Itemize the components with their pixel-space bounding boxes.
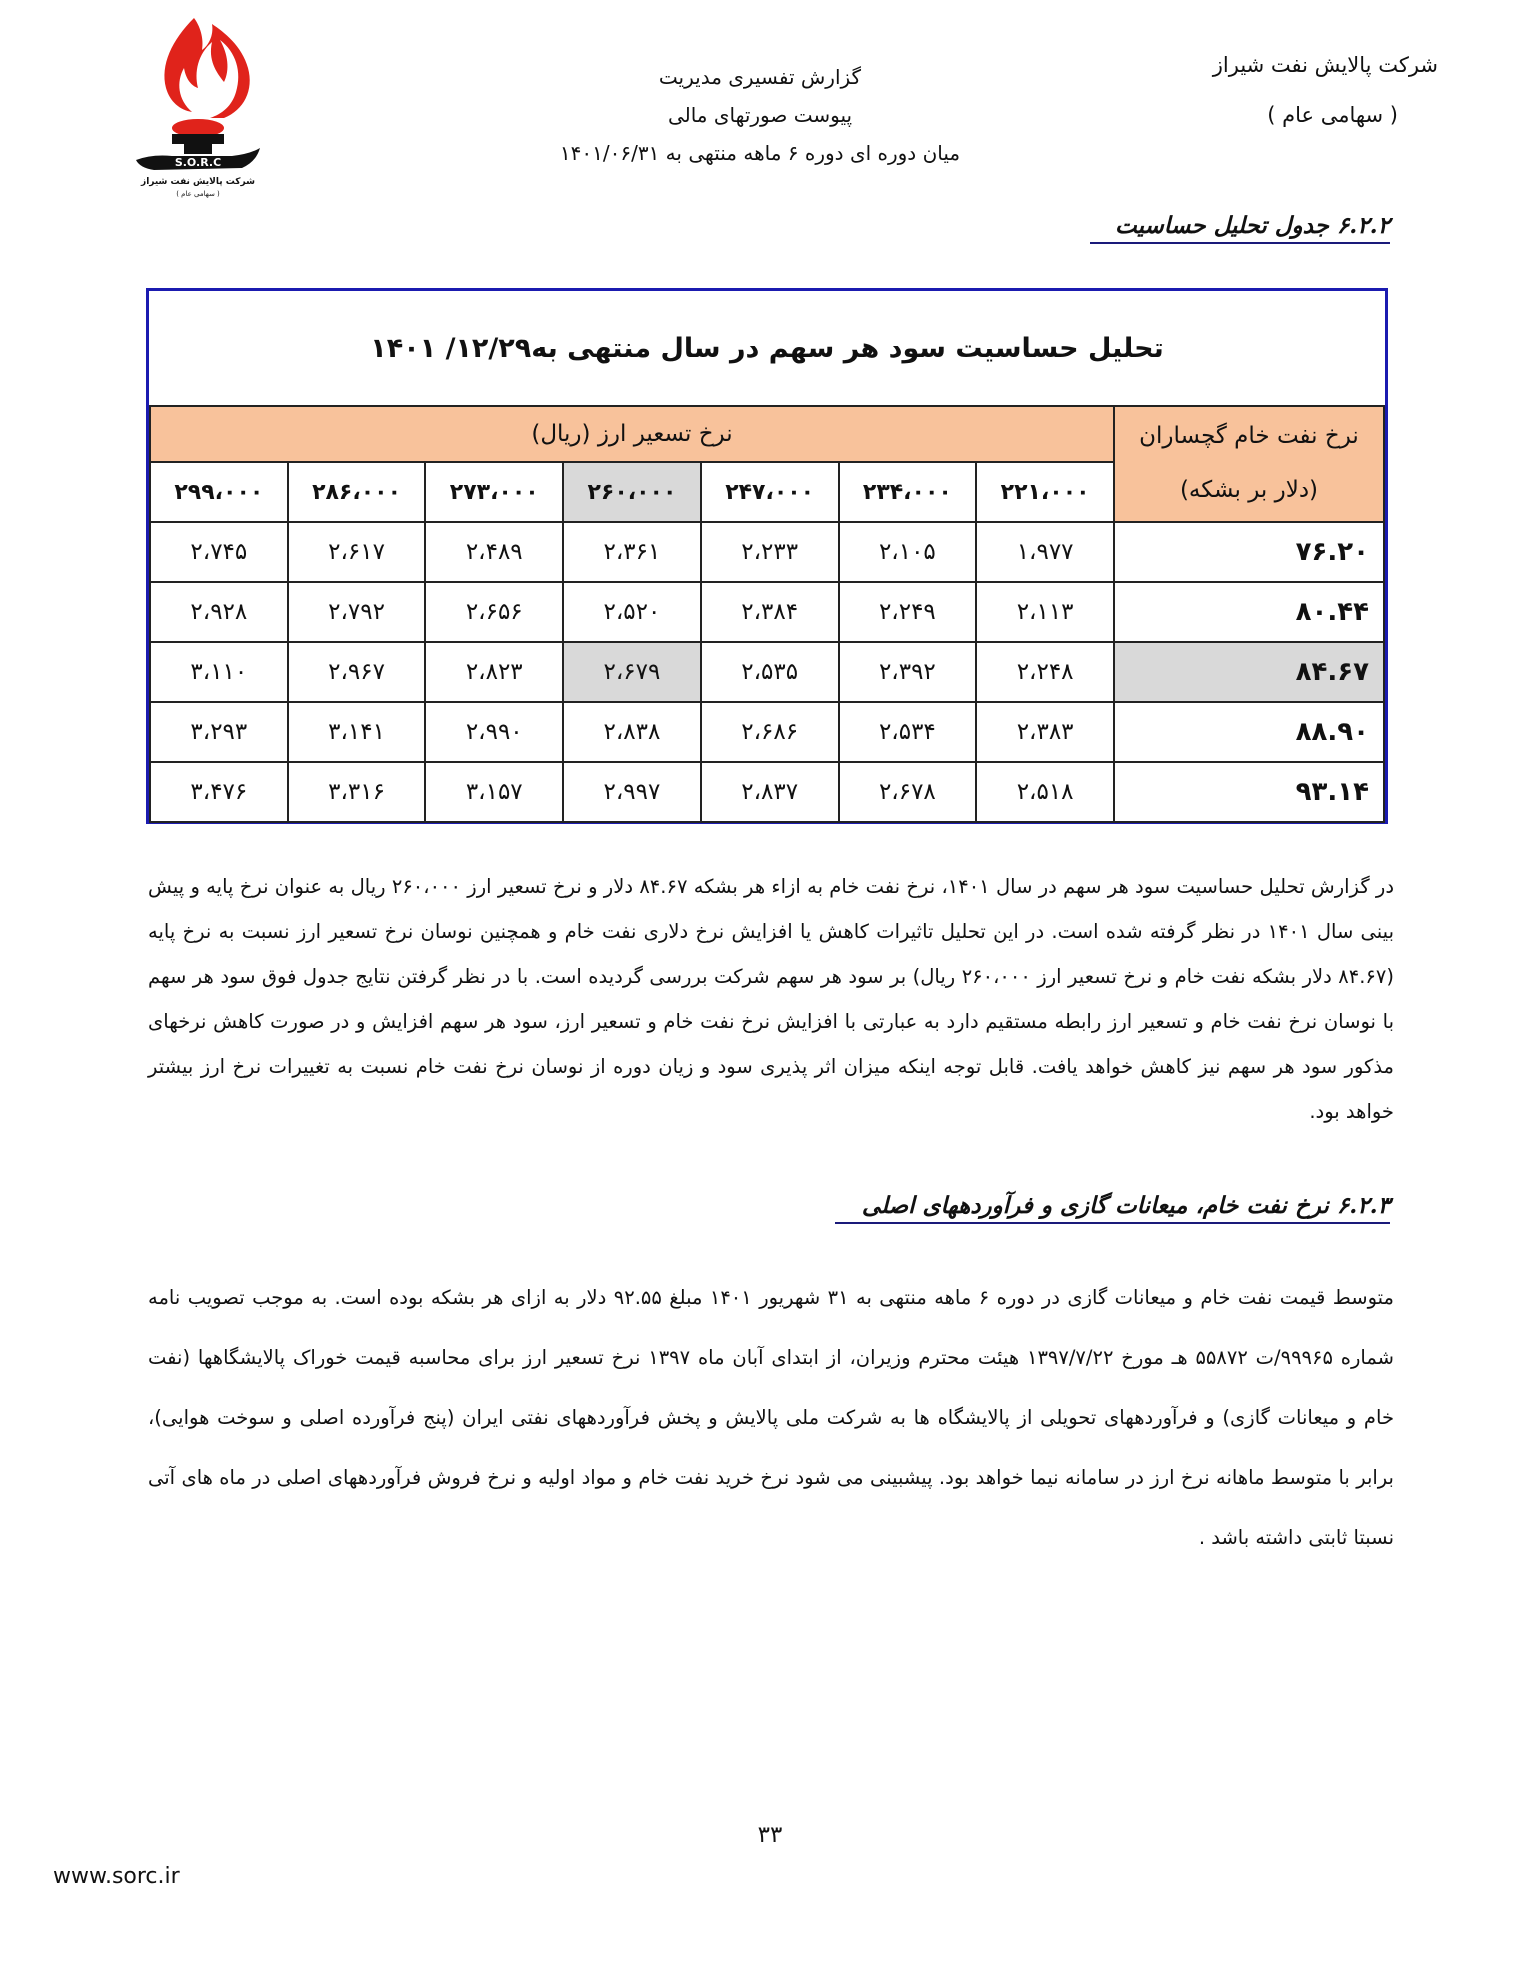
fx-rate-cell: ۲۸۶،۰۰۰ xyxy=(288,462,426,522)
eps-cell: ۲،۸۲۳ xyxy=(425,642,563,702)
crude-header-line2: (دلار بر بشکه) xyxy=(1179,477,1319,503)
crude-price-cell-base: ۸۴.۶۷ xyxy=(1114,642,1384,702)
website-link[interactable]: www.sorc.ir xyxy=(53,1864,180,1889)
section-heading-sensitivity: ۶.۲.۲ جدول تحلیل حساسیت xyxy=(1090,212,1390,244)
fx-rate-cell: ۲۴۷،۰۰۰ xyxy=(701,462,839,522)
logo-caption-sub: ( سهامی عام ) xyxy=(176,190,220,198)
eps-cell: ۲،۷۹۲ xyxy=(288,582,426,642)
eps-cell: ۲،۶۷۸ xyxy=(839,762,977,822)
eps-cell: ۲،۸۳۷ xyxy=(701,762,839,822)
crude-price-cell: ۸۰.۴۴ xyxy=(1114,582,1384,642)
crude-header-line1: نرخ نفت خام گچساران xyxy=(1139,423,1359,449)
eps-cell: ۲،۳۸۳ xyxy=(976,702,1114,762)
report-title: گزارش تفسیری مدیریت xyxy=(658,65,862,89)
eps-cell: ۲،۴۸۹ xyxy=(425,522,563,582)
company-type: ( سهامی عام ) xyxy=(1267,103,1398,127)
eps-cell: ۲،۱۰۵ xyxy=(839,522,977,582)
eps-cell: ۳،۴۷۶ xyxy=(150,762,288,822)
table-row xyxy=(150,762,1384,822)
fx-rate-header: نرخ تسعیر ارز (ریال) xyxy=(150,406,1114,462)
eps-cell: ۲،۸۳۸ xyxy=(563,702,701,762)
sensitivity-paragraph: در گزارش تحلیل حساسیت سود هر سهم در سال ۱۴۰۱، نرخ نفت خام به ازاء هر بشکه ۸۴.۶۷ دلار و نرخ تسعیر ارز ۲۶۰،۰۰۰ ریال به عنوان نرخ پایه و پیش بینی سال ۱۴۰۱ در نظر گرفته شده است. در این تحلیل تاثیرات کاهش یا افزایش نرخ دلاری نفت خام و همچنین نوسان نرخ تسعیر ارز نسبت به نرخ پایه (۸۴.۶۷ دلار بشکه نفت خام و نرخ تسعیر ارز ۲۶۰،۰۰۰ ریال) بر سود هر سهم شرکت بررسی گردیده است. با در نظر گرفتن نتایج جدول فوق سود هر سهم با نوسان نرخ نفت خام و تسعیر ارز رابطه مستقیم دارد به عبارتی با افزایش نرخ نفت خام و تسعیر ارز، سود هر سهم افزایش و در صورت کاهش نرخهای مذکور سود هر سهم نیز کاهش خواهد یافت. قابل توجه اینکه میزان اثر پذیری سود و زیان دوره از نوسان نرخ نفت خام نسبت به تغییرات نرخ ارز بیشتر خواهد بود. xyxy=(148,875,1394,1123)
crude-prices-paragraph: متوسط قیمت نفت خام و میعانات گازی در دوره ۶ ماهه منتهی به ۳۱ شهریور ۱۴۰۱ مبلغ ۹۲.۵۵ دلار به ازای هر بشکه بوده است. به موجب تصویب نامه شماره ۹۹۹۶۵/ت ۵۵۸۷۲ هـ مورخ ۱۳۹۷/۷/۲۲ هیئت محترم وزیران، از ابتدای آبان ماه ۱۳۹۷ نرخ تسعیر ارز برای محاسبه قیمت خوراک پالایشگاهها (نفت خام و میعانات گازی) و فرآوردههای تحویلی از پالایشگاه ها به شرکت ملی پالایش و پخش فرآوردههای نفتی ایران (پنج فرآورده اصلی و سوخت هوایی)، برابر با متوسط ماهانه نرخ ارز در سامانه نیما خواهد بود. پیشبینی می شود نرخ خرید نفت خام و مواد اولیه و نرخ فروش فرآوردههای اصلی در ماه های آتی نسبتا ثابتی داشته باشد . xyxy=(148,1286,1395,1549)
page-number: ۳۳ xyxy=(757,1822,783,1848)
eps-cell: ۲،۲۳۳ xyxy=(701,522,839,582)
fx-rate-cell: ۲۲۱،۰۰۰ xyxy=(976,462,1114,522)
logo-acronym: S.O.R.C xyxy=(174,156,222,169)
table-row xyxy=(150,642,1384,702)
table-row xyxy=(150,522,1384,582)
eps-cell: ۲،۹۹۰ xyxy=(425,702,563,762)
eps-cell: ۲،۶۵۶ xyxy=(425,582,563,642)
sensitivity-table xyxy=(149,405,1385,823)
eps-cell: ۳،۲۹۳ xyxy=(150,702,288,762)
eps-cell: ۲،۲۴۹ xyxy=(839,582,977,642)
eps-cell: ۲،۵۲۰ xyxy=(563,582,701,642)
eps-cell: ۲،۶۱۷ xyxy=(288,522,426,582)
eps-cell: ۲،۵۳۵ xyxy=(701,642,839,702)
eps-cell: ۲،۵۱۸ xyxy=(976,762,1114,822)
crude-price-cell: ۷۶.۲۰ xyxy=(1114,522,1384,582)
eps-cell: ۱،۹۷۷ xyxy=(976,522,1114,582)
table-row xyxy=(150,582,1384,642)
eps-cell: ۲،۶۸۶ xyxy=(701,702,839,762)
eps-cell: ۲،۲۴۸ xyxy=(976,642,1114,702)
eps-cell: ۲،۳۶۱ xyxy=(563,522,701,582)
report-header xyxy=(540,58,980,172)
sensitivity-table-title: تحلیل حساسیت سود هر سهم در سال منتهی به۱۲/۲۹/ ۱۴۰۱ xyxy=(149,291,1385,409)
eps-cell: ۲،۵۳۴ xyxy=(839,702,977,762)
eps-cell: ۳،۱۴۱ xyxy=(288,702,426,762)
eps-cell: ۲،۹۶۷ xyxy=(288,642,426,702)
flame-icon xyxy=(164,18,249,118)
crude-rate-header xyxy=(1114,406,1384,522)
sensitivity-table-frame xyxy=(146,288,1388,824)
company-name: شرکت پالایش نفت شیراز xyxy=(1212,53,1438,77)
company-header xyxy=(1098,50,1438,130)
eps-cell: ۲،۳۹۲ xyxy=(839,642,977,702)
table-row xyxy=(150,702,1384,762)
fx-rate-cell-base: ۲۶۰،۰۰۰ xyxy=(563,462,701,522)
eps-cell: ۲،۷۴۵ xyxy=(150,522,288,582)
eps-cell-base: ۲،۶۷۹ xyxy=(563,642,701,702)
eps-cell: ۲،۳۸۴ xyxy=(701,582,839,642)
report-subtitle: پیوست صورتهای مالی xyxy=(667,103,853,127)
fx-rate-cell: ۲۷۳،۰۰۰ xyxy=(425,462,563,522)
eps-cell: ۲،۹۲۸ xyxy=(150,582,288,642)
eps-cell: ۳،۱۵۷ xyxy=(425,762,563,822)
eps-cell: ۲،۱۱۳ xyxy=(976,582,1114,642)
crude-price-cell: ۹۳.۱۴ xyxy=(1114,762,1384,822)
eps-cell: ۳،۱۱۰ xyxy=(150,642,288,702)
report-period: میان دوره ای دوره ۶ ماهه منتهی به ۱۴۰۱/۰۶/۳۱ xyxy=(559,141,961,165)
eps-cell: ۲،۹۹۷ xyxy=(563,762,701,822)
crude-price-cell: ۸۸.۹۰ xyxy=(1114,702,1384,762)
eps-cell: ۳،۳۱۶ xyxy=(288,762,426,822)
section-heading-crude-prices: ۶.۲.۳ نرخ نفت خام، میعانات گازی و فرآوردههای اصلی xyxy=(835,1192,1390,1224)
fx-rate-cell: ۲۳۴،۰۰۰ xyxy=(839,462,977,522)
sorc-logo xyxy=(132,10,262,200)
fx-rate-cell: ۲۹۹،۰۰۰ xyxy=(150,462,288,522)
table-header-row xyxy=(150,406,1384,462)
logo-caption: شرکت پالایش نفت شیراز xyxy=(141,177,255,187)
